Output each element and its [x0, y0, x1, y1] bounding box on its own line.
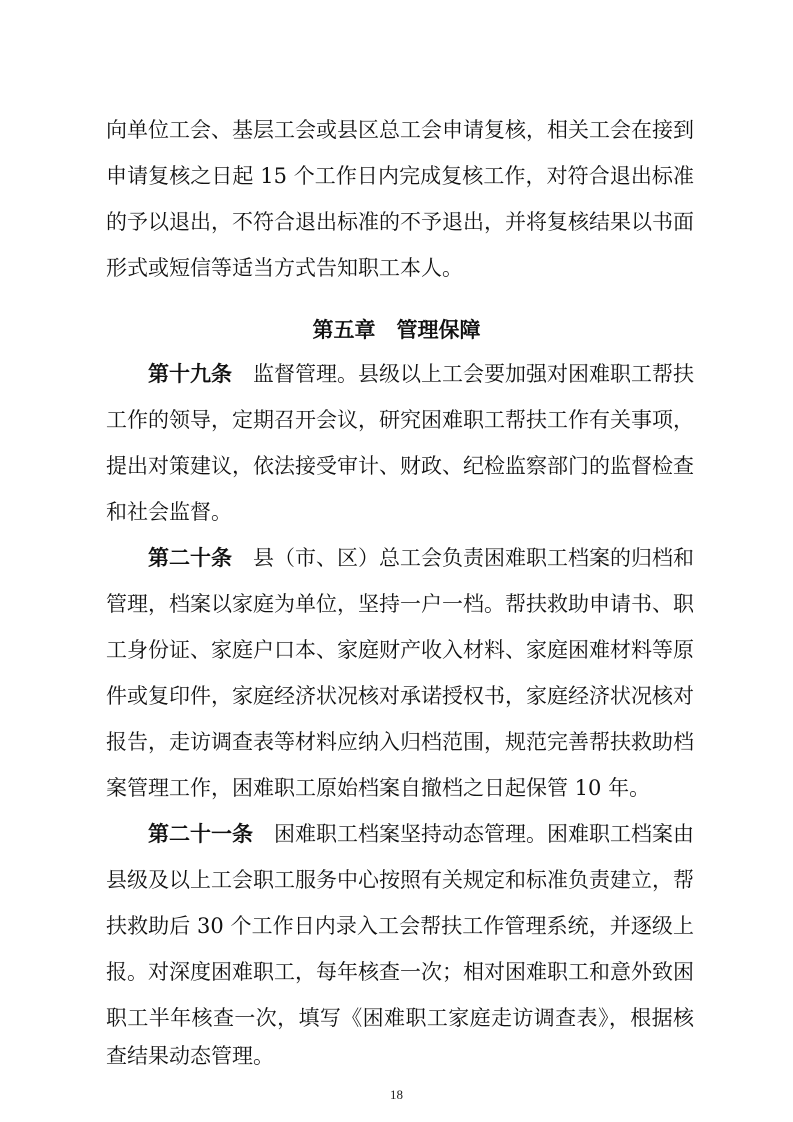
paragraph-line: 提出对策建议，依法接受审计、财政、纪检监察部门的监督检查	[106, 454, 694, 478]
article-title: 第二十一条	[148, 822, 253, 846]
article-first-line	[148, 542, 694, 574]
paragraph-line: 和社会监督。	[106, 500, 232, 524]
paragraph-line: 报告，走访调查表等材料应纳入归档范围，规范完善帮扶救助档	[106, 730, 694, 754]
paragraph-line: 的予以退出，不符合退出标准的不予退出，并将复核结果以书面	[106, 210, 694, 234]
paragraph-line: 扶救助后 30 个工作日内录入工会帮扶工作管理系统，并逐级上	[106, 914, 694, 938]
chapter-heading: 第五章 管理保障	[312, 318, 481, 342]
paragraph-line: 工作的领导，定期召开会议，研究困难职工帮扶工作有关事项，	[106, 408, 694, 432]
paragraph-line: 形式或短信等适当方式告知职工本人。	[106, 256, 463, 280]
paragraph-line: 工身份证、家庭户口本、家庭财产收入材料、家庭困难材料等原	[106, 638, 694, 662]
paragraph-line: 向单位工会、基层工会或县区总工会申请复核，相关工会在接到	[106, 118, 694, 142]
paragraph-line: 案管理工作，困难职工原始档案自撤档之日起保管 10 年。	[106, 776, 651, 800]
paragraph-line: 件或复印件，家庭经济状况核对承诺授权书，家庭经济状况核对	[106, 684, 694, 708]
paragraph-line: 申请复核之日起 15 个工作日内完成复核工作，对符合退出标准	[106, 164, 694, 188]
article-first-line	[148, 818, 694, 850]
article-text: 监督管理。县级以上工会要加强对困难职工帮扶	[232, 362, 694, 386]
article-title: 第二十条	[148, 546, 232, 570]
article-title: 第十九条	[148, 362, 232, 386]
article-first-line	[148, 358, 694, 390]
paragraph-line: 县级及以上工会职工服务中心按照有关规定和标准负责建立，帮	[106, 868, 694, 892]
paragraph-line: 报。对深度困难职工，每年核查一次；相对困难职工和意外致困	[106, 960, 694, 984]
page-number: 18	[390, 1087, 403, 1102]
paragraph-line: 职工半年核查一次，填写《困难职工家庭走访调查表》，根据核	[106, 1006, 694, 1030]
paragraph-line: 管理，档案以家庭为单位，坚持一户一档。帮扶救助申请书、职	[106, 592, 694, 616]
paragraph-line: 查结果动态管理。	[106, 1044, 274, 1068]
article-text: 县（市、区）总工会负责困难职工档案的归档和	[232, 546, 694, 570]
article-text: 困难职工档案坚持动态管理。困难职工档案由	[253, 822, 694, 846]
